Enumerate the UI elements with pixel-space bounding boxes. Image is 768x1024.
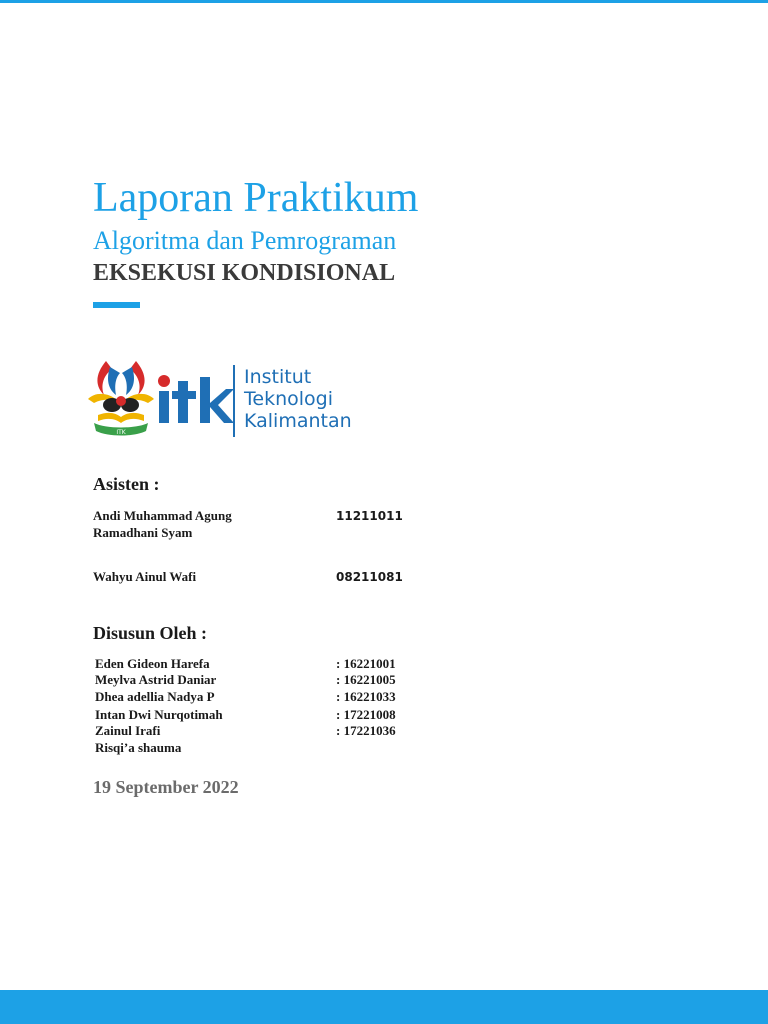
author-nim: : 17221008 (336, 707, 396, 722)
author-nim: : 16221001 (336, 656, 396, 671)
bottom-band (0, 990, 768, 1024)
accent-bar (93, 302, 140, 308)
asisten-name: Ramadhani Syam (93, 525, 193, 540)
institution-name (244, 366, 352, 432)
disusun-heading: Disusun Oleh : (93, 623, 208, 643)
report-topic: EKSEKUSI KONDISIONAL (93, 260, 396, 286)
itk-wordmark-icon (156, 369, 236, 429)
asisten-nim: 08211081 (336, 570, 403, 584)
author-name: Risqi’a shauma (95, 740, 182, 755)
course-subtitle: Algoritma dan Pemrograman (93, 226, 397, 255)
author-name: Eden Gideon Harefa (95, 656, 210, 671)
author-nim: : 16221033 (336, 689, 396, 704)
emblem-icon (86, 355, 156, 440)
author-name: Meylva Astrid Daniar (95, 672, 217, 687)
author-nim: : 16221005 (336, 672, 396, 687)
author-name: Intan Dwi Nurqotimah (95, 707, 223, 722)
asisten-heading: Asisten : (93, 474, 160, 494)
asisten-name: Wahyu Ainul Wafi (93, 569, 197, 584)
report-date: 19 September 2022 (93, 777, 239, 797)
asisten-nim: 11211011 (336, 509, 403, 523)
institution-line-2: Teknologi (244, 388, 333, 410)
author-name: Dhea adellia Nadya P (95, 689, 215, 704)
svg-text:ITK: ITK (116, 429, 126, 436)
top-rule (0, 0, 768, 3)
logo-divider (233, 365, 235, 437)
author-nim: : 17221036 (336, 723, 396, 738)
itk-logo (86, 355, 376, 445)
asisten-name: Andi Muhammad Agung (93, 508, 232, 523)
report-title: Laporan Praktikum (93, 175, 419, 221)
institution-line-1: Institut (244, 366, 312, 388)
institution-line-3: Kalimantan (244, 410, 352, 432)
author-name: Zainul Irafi (95, 723, 161, 738)
